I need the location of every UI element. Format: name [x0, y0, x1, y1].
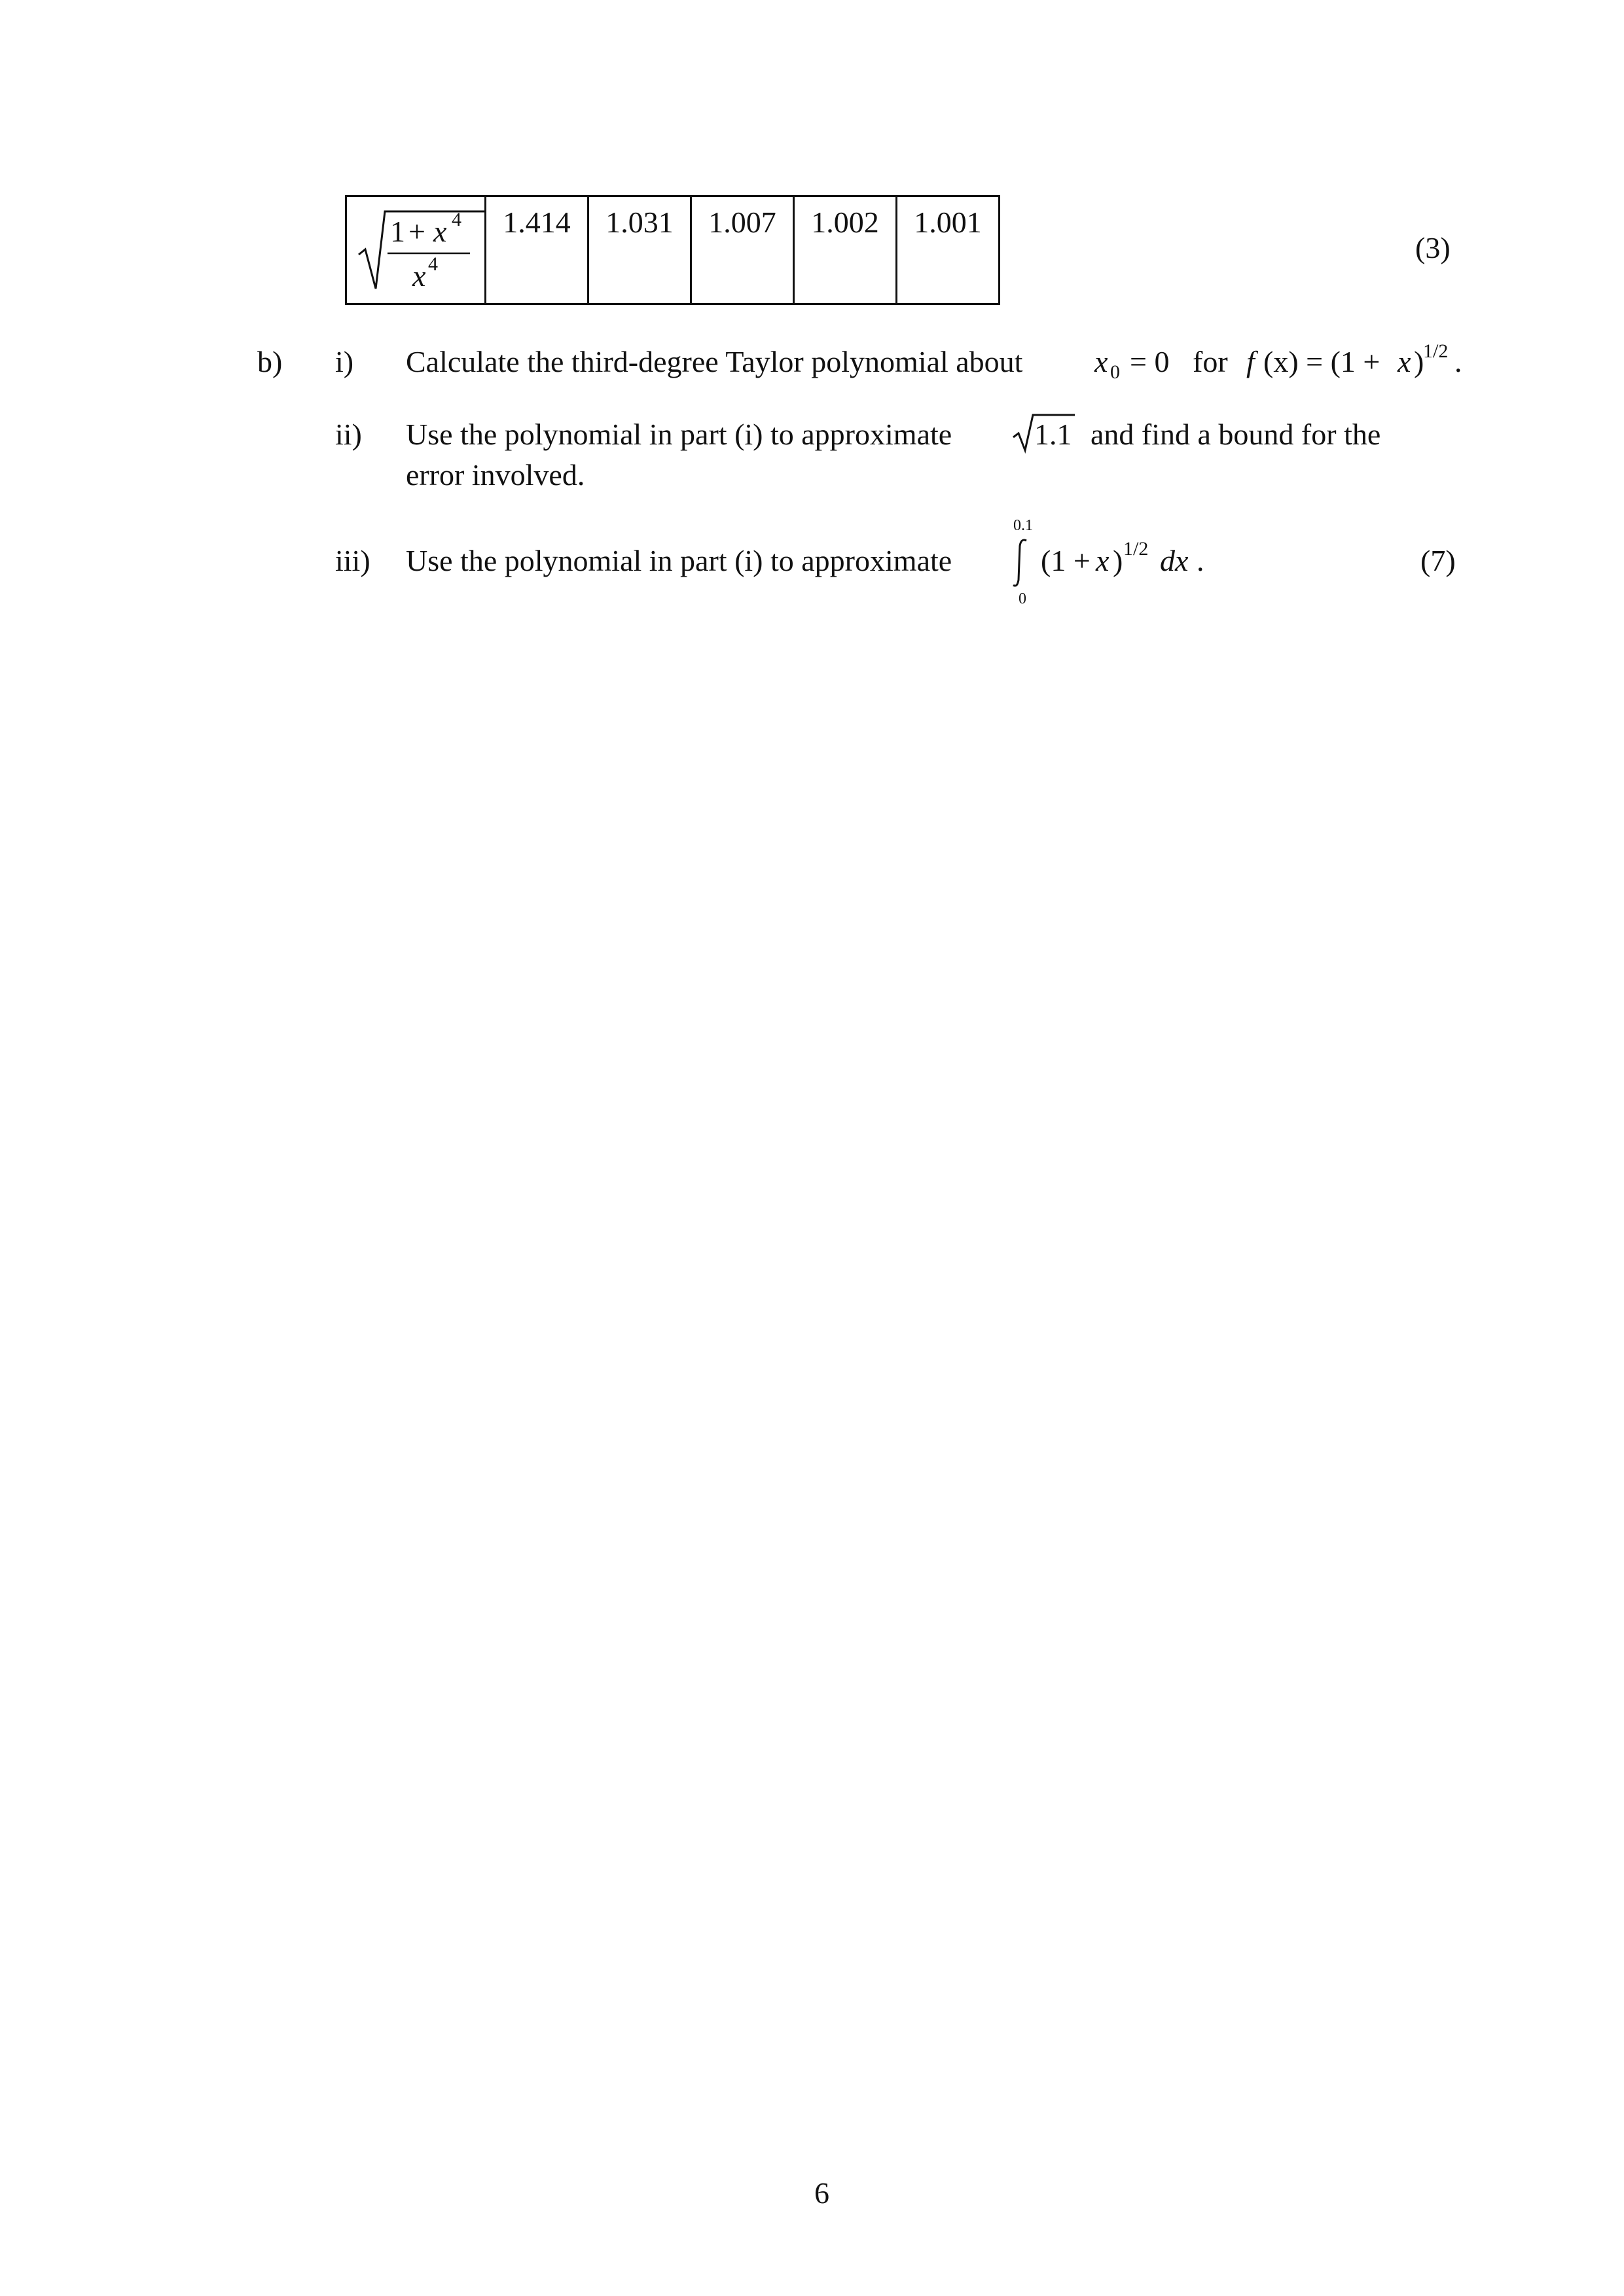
- marks-part-b: (7): [1420, 544, 1456, 577]
- page-number: 6: [814, 2176, 829, 2210]
- question-text: Calculate the third-degree Taylor polynomial about: [406, 345, 1023, 378]
- question-text: Use the polynomial in part (i) to approximate: [406, 544, 952, 577]
- numerator-plus: +: [408, 215, 425, 248]
- period: .: [1197, 544, 1204, 577]
- table-row: [346, 196, 1000, 304]
- integral-lower-limit: 0: [1019, 590, 1026, 607]
- values-table: [345, 195, 1000, 305]
- item-number: iii): [335, 544, 370, 577]
- table-cell: 1.001: [897, 196, 1000, 304]
- numerator-exponent: 4: [452, 209, 461, 230]
- math-close-paren: ): [1414, 345, 1424, 378]
- numerator-one: 1: [390, 215, 405, 248]
- item-number: ii): [335, 418, 362, 451]
- denominator-exponent: 4: [428, 253, 438, 275]
- math-integrand: (1 +: [1041, 544, 1091, 577]
- integral-upper-limit: 0.1: [1013, 517, 1033, 534]
- math-exponent: 1/2: [1123, 538, 1149, 560]
- math-fx: (x) = (1 +: [1263, 345, 1380, 378]
- marks-part-a: (3): [1415, 231, 1451, 264]
- table-cell: 1.002: [794, 196, 897, 304]
- function-cell: [346, 196, 486, 304]
- word-for: for: [1193, 345, 1228, 378]
- math-x: x: [1096, 544, 1110, 577]
- period: .: [1454, 345, 1462, 378]
- math-close-paren: ): [1113, 544, 1123, 577]
- table-cell: 1.414: [486, 196, 588, 304]
- math-exponent: 1/2: [1423, 340, 1449, 362]
- sqrt-argument: 1.1: [1034, 418, 1072, 451]
- math-dx: dx: [1160, 544, 1189, 577]
- math-subscript: 0: [1110, 361, 1120, 383]
- math-equals: = 0: [1130, 345, 1170, 378]
- numerator-x: x: [433, 215, 447, 248]
- denominator-x: x: [412, 259, 426, 293]
- question-text: Use the polynomial in part (i) to approximate: [406, 418, 952, 451]
- math-x: x: [1398, 345, 1411, 378]
- item-number: i): [335, 345, 354, 378]
- part-b-label: b): [257, 345, 283, 378]
- math-f: f: [1246, 345, 1255, 378]
- question-text-line2: error involved.: [406, 458, 585, 492]
- table-cell: 1.031: [588, 196, 691, 304]
- integral-sign: [1012, 537, 1032, 589]
- math-x: x: [1094, 345, 1108, 378]
- table-cell: 1.007: [691, 196, 794, 304]
- question-text: and find a bound for the: [1091, 418, 1381, 451]
